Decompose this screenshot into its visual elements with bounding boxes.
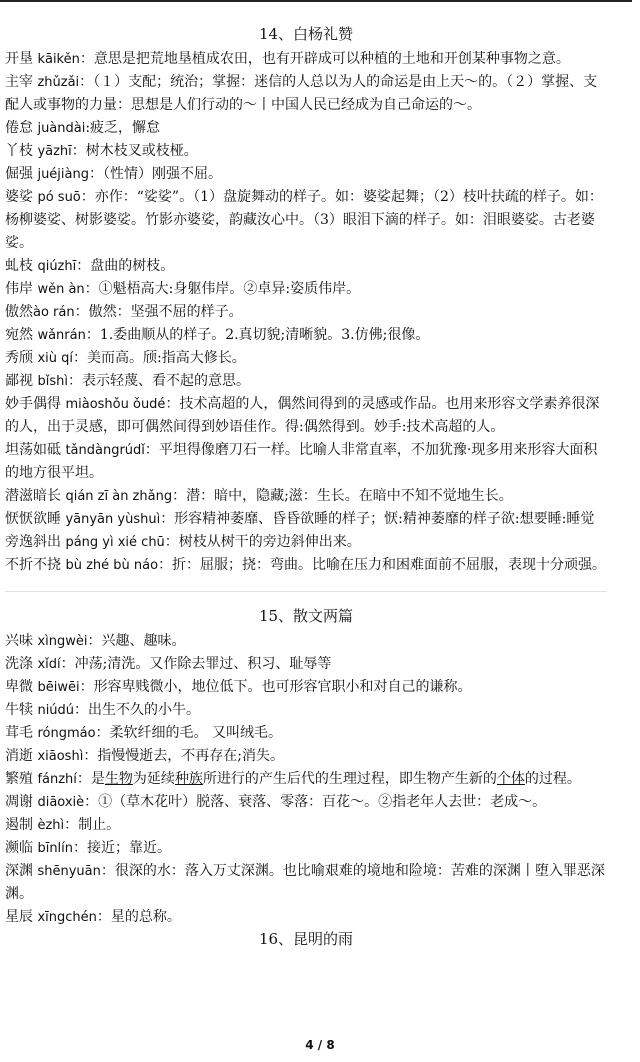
- entry-niudu: 牛犊 niúdú：出生不久的小牛。: [5, 702, 201, 718]
- entry-xiaoshi: 消逝 xiāoshì：指慢慢逝去，不再存在;消失。: [5, 748, 285, 764]
- entry-qianzi: 潜滋暗长 qián zī àn zhǎng：潜：暗中，隐藏;滋：生长。在暗中不知不觉地生长。: [5, 488, 513, 504]
- entry-yanyan: 恹恹欲睡 yānyān yùshuì：形容精神萎靡、昏昏欲睡的样子；恹:精神萎靡的样子欲:想要睡:睡觉: [5, 511, 595, 527]
- entry-zhuzai: 主宰 zhǔzǎi：（１）支配；统治；掌握：迷信的人总以为人的命运是由上天～的。（２）掌握、支配人或事物的力量：思想是人们行动的～丨中国人民已经成为自己命运的～。: [5, 74, 598, 113]
- entry-posuo: 婆娑 pó suō：亦作：“娑娑”。（1）盘旋舞动的样子。如：婆娑起舞；（2）枝叶扶疏的样子。如：杨柳婆娑、树影婆娑。竹影亦婆娑，韵藏汝心中。（3）眼泪下滴的样子。如：泪眼婆娑。古老婆娑。: [5, 189, 603, 251]
- entry-diaoxie: 凋谢 diāoxiè：①（草木花叶）脱落、衰落、零落：百花～。②指老年人去世：老成～。: [5, 794, 547, 810]
- document-page: [5, 24, 607, 953]
- entry-binlin: 濒临 bīnlín：接近；靠近。: [5, 840, 172, 856]
- entry-xidi: 洗涤 xǐdí：冲荡;清洗。又作除去罪过、积习、耻辱等: [5, 656, 332, 672]
- entry-miaoshou: 妙手偶得 miàoshǒu ǒudé：技术高超的人，偶然间得到的灵感或作品。也用来形容文学素养很深的人，出于灵感，即可偶然间得到妙语佳作。得:偶然得到。妙手:技术高超的人。: [5, 396, 600, 435]
- entry-tandang: 坦荡如砥 tǎndàngrúdǐ：平坦得像磨刀石一样。比喻人非常直率，不加犹豫·现多用来形容大面积的地方很平坦。: [5, 442, 598, 481]
- entry-wanran: 宛然 wǎnrán：1.委曲顺从的样子。2.真切貌;清晰貌。3.仿佛;很像。: [5, 327, 430, 343]
- entry-xingchen: 星辰 xīngchén：星的总称。: [5, 909, 181, 925]
- section-title: 15、散文两篇: [258, 607, 354, 625]
- entry-weian: 伟岸 wěn àn：①魁梧高大:身躯伟岸。②卓异:姿质伟岸。: [5, 281, 361, 297]
- entry-juandai: 倦怠 juàndài:疲乏，懈怠: [5, 120, 161, 136]
- entry-qiuzhi: 虬枝 qiúzhī：盘曲的树枝。: [5, 258, 175, 274]
- entry-shenyuan: 深渊 shēnyuān：很深的水：落入万丈深渊。也比喻艰难的境地和险境：苦难的深渊丨堕入罪恶深渊。: [5, 863, 605, 902]
- entry-pangyi: 旁逸斜出 páng yì xié chū：树枝从树干的旁边斜伸出来。: [5, 534, 361, 550]
- top-rule: [0, 0, 632, 2]
- entry-yazhi: 丫枝 yāzhī：树木枝叉或枝桠。: [5, 143, 198, 159]
- entry-buzhe: 不折不挠 bù zhé bù náo：折：屈服；挠：弯曲。比喻在压力和困难面前不屈服，表现十分顽强。: [5, 557, 607, 573]
- entry-juejiang: 倔强 juéjiàng：（性情）刚强不屈。: [5, 166, 222, 182]
- link-geti: 个体: [496, 771, 525, 787]
- entry-bishi: 鄙视 bǐshì：表示轻蔑、看不起的意思。: [5, 373, 250, 389]
- entry-rongmao: 茸毛 róngmáo：柔软纤细的毛。 又叫绒毛。: [5, 725, 282, 741]
- link-zhongzu: 种族: [174, 771, 203, 787]
- section-divider: [5, 591, 607, 592]
- section-title: 16、昆明的雨: [258, 930, 354, 948]
- entry-beiwei: 卑微 bēiwēi：形容卑贱微小，地位低下。也可形容官职小和对自己的谦称。: [5, 679, 472, 695]
- section-title: 14、白杨礼赞: [258, 25, 354, 43]
- entry-ezhi: 遏制 èzhì：制止。: [5, 817, 121, 833]
- entry-aoran: 傲然ào rán：傲然：坚强不屈的样子。: [5, 304, 243, 320]
- entry-kaiken: 开垦 kāikěn：意思是把荒地垦植成农田，也有开辟成可以种植的土地和开创某种事物之意。: [5, 51, 570, 67]
- entry-xingwei: 兴味 xìngwèi：兴趣、趣味。: [5, 633, 186, 649]
- link-shengwu: 生物: [104, 771, 133, 787]
- page-number: 4 / 8: [305, 1038, 335, 1052]
- entry-fanzhi: 繁殖 fánzhí：是生物为延续种族所进行的产生后代的生理过程，即生物产生新的个体的过程。: [5, 771, 581, 787]
- entry-xiuqi: 秀颀 xiù qí：美而高。颀:指高大修长。: [5, 350, 246, 366]
